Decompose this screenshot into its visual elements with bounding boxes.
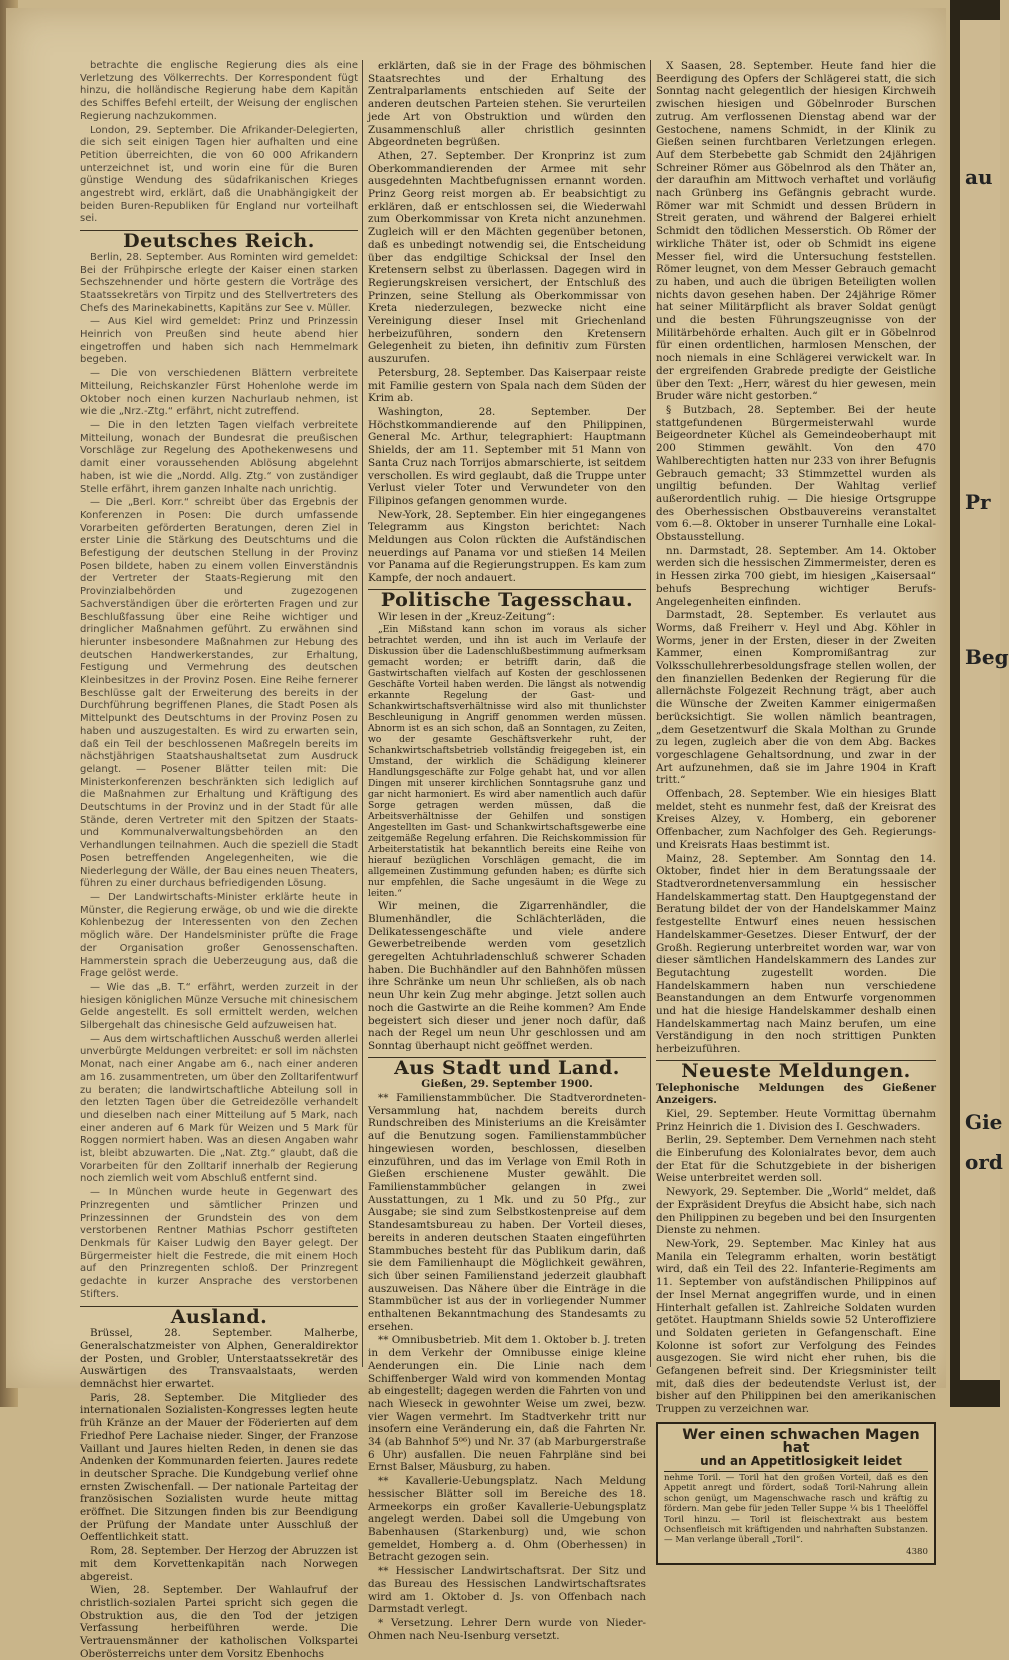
article-paragraph: Mainz, 28. September. Am Sonntag den 14. Oktober, findet hier in dem Beratungssaale der Stadtverordnetenversammlung ein hessischer Handelskammertag statt. Den Hauptgegenstand der Beratung bildet der von der Handelskammer Mainz festgestellte Entwurf eines neuen hessischen Handelskammer-Gesetzes. Dieser Entwurf, der der Großh. Regierung unterbreitet worden war, war von dieser sämtlichen Handelskammern des Landes zur Begutachtung zugestellt worden. Die Handelskammern haben nun verschiedene Beanstandungen an dem Entwurfe vorgenommen und hat die hiesige Handelskammer deshalb einen Handelskammertag nach Mainz berufen, um eine Verständigung in den noch strittigen Punkten herbeizuführen.	[656, 852, 936, 1056]
section-heading-reich: Deutsches Reich.	[80, 230, 358, 248]
article-paragraph: nn. Darmstadt, 28. September. Am 14. Oktober werden sich die hessischen Zimmermeister, deren es in Hessen zirka 700 giebt, im hiesigen „Kaisersaal“ behufs Besprechung wichtiger Berufs-Angelegenheiten einfinden.	[656, 544, 936, 608]
article-paragraph: New-York, 29. September. Mac Kinley hat aus Manila ein Telegramm erhalten, worin bestätigt wird, daß ein Teil des 22. Infanterie-Regiments am 11. September von aufständischen Philippinos auf der Insel Mernat angegriffen wurde, und in einen Hinterhalt gefallen ist. Zahlreiche Soldaten wurden getötet. Hauptmann Shields sowie 52 Unteroffiziere und Soldaten gerieten in Gefangenschaft. Eine Kolonne ist sofort zur Verfolgung des Feindes ausgezogen. Sie wird nicht eher ruhen, bis die Gefangenen befreit sind. Der Kriegsminister teilt mit, daß dies der bedeutendste Verlust ist, der bisher auf den Philippinen bei den amerikanischen Truppen zu verzeichnen war.	[656, 1237, 936, 1416]
edge-fragment: ord	[965, 1150, 1003, 1174]
article-paragraph: New-York, 28. September. Ein hier eingegangenes Telegramm aus Kingston berichtet: Nach Meldungen aus Colon rückten die Aufständischen neuerdings auf Panama vor und stießen 14 Meilen vor Panama auf die Regierungstruppen. Es kam zum Kampfe, der noch andauert.	[368, 508, 646, 585]
quote-paragraph: „Ein Mißstand kann schon im voraus als sicher betrachtet werden, und ihn ist auch im Verlaufe der Diskussion über die Ladenschlußbestimmung aufmerksam gemacht worden; er betrifft darin, daß die Gastwirtschaften vielfach auf Kosten der geschlossenen Geschäfte Vorteil haben werden. Die längst als notwendig erkannte Regelung der Gast- und Schankwirtschaftsverhältnisse wird also mit thunlichster Beschleunigung in Angriff genommen werden müssen. Abnorm ist es an sich schon, daß an Sonntagen, zu Zeiten, wo der gesamte Geschäftsverkehr ruht, der Schankwirtschaftsbetrieb vollständig freigegeben ist, ein Umstand, der wirklich die Schädigung kleinerer Handlungsgeschäfte zur Folge gehabt hat, und vor allen Dingen mit unserer kirchlichen Sonntagsruhe ganz und gar nicht harmoniert. Es wird aber namentlich auch dafür Sorge getragen werden müssen, daß die Arbeitsverhältnisse der Gehilfen und sonstigen Angestellten im Gast- und Schankwirtschaftsgewerbe eine zeitgemäße Regelung erfahren. Die Reichskommission für Arbeiterstatistik hat bekanntlich bereits eine Reihe von hierauf bezüglichen Vorschlägen gemacht, die im allgemeinen Zustimmung gefunden haben; es dürfte sich nur empfehlen, die Sache ungesäumt in die Wege zu leiten.“	[368, 624, 646, 900]
column-1	[80, 60, 358, 1660]
article-paragraph: — Die in den letzten Tagen vielfach verbreitete Mitteilung, wonach der Bundesrat die preußischen Vorschläge zur Regelung des Apothekenwesens und damit einer voraussehenden Ablösung abgelehnt haben, ist wie die „Nordd. Allg. Ztg.“ von zuständiger Stelle erfährt, ihrem ganzen Inhalte nach unrichtig.	[80, 419, 358, 495]
article-paragraph: Washington, 28. September. Der Höchstkommandierende auf den Philippinen, General Mc. Arthur, telegraphiert: Hauptmann Shields, der am 11. September mit 51 Mann von Santa Cruz nach Torrijos abmarschierte, ist seitdem verschollen. Es wird geglaubt, daß die Truppe unter Verlust vieler Toter und Verwundeter von den Filipinos gefangen genommen wurde.	[368, 405, 646, 507]
edge-fragment: Pr	[965, 490, 991, 514]
ad-body: nehme Toril. — Toril hat den großen Vorteil, daß es den Appetit anregt und fördert, sodaß Toril-Nahrung allein schon genügt, um Magenschwache rasch und kräftig zu fördern. Man gebe für jeden Teller Suppe ¼ bis 1 Theelöffel Toril hinzu. — Toril ist fleischextrakt aus bestem Ochsenfleisch mit kräftigenden und nahrhaften Substanzen. — Man verlange überall „Toril“.	[664, 1472, 928, 1546]
article-paragraph: — Der Landwirtschafts-Minister erklärte heute in Münster, die Regierung erwäge, ob und wie die direkte Kohlenbezug der Interessenten von den Zechen möglich wäre. Der Handelsminister prüfte die Frage der Organisation großer Genossenschaften. Hammerstein sprach die Ueberzeugung aus, daß die Frage gelöst werde.	[80, 892, 358, 980]
section-heading-politik: Politische Tagesschau.	[368, 589, 646, 607]
article-paragraph: betrachte die englische Regierung dies als eine Verletzung des Völkerrechts. Der Korrespondent fügt hinzu, die holländische Regierung habe dem Kapitän des Schiffes Befehl erteilt, der Weisung der englischen Regierung nachzukommen.	[80, 60, 358, 122]
article-paragraph: Darmstadt, 28. September. Es verlautet aus Worms, daß Freiherr v. Heyl und Abg. Köhler in Worms, jener in der Ersten, dieser in der Zweiten Kammer, einen Kompromißantrag zur Volksschullehrerbesoldungsfrage stellen wollen, der den finanziellen Bedenken der Regierung für die allernächste Folgezeit Rechnung trägt, aber auch die Wünsche der Zweiten Kammer einigermaßen berücksichtigt. Sie wollen nämlich beantragen, „dem Gesetzentwurf die Skala Molthan zu Grunde zu legen, zugleich aber die von dem Abg. Backes vorgeschlagene Gehaltsordnung, und zwar in der Art aufzunehmen, daß sie im Jahre 1904 in Kraft tritt.“	[656, 609, 936, 787]
article-paragraph: * Versetzung. Lehrer Dern wurde von Nieder-Ohmen nach Neu-Isenburg versetzt.	[368, 1616, 646, 1642]
article-paragraph: — Aus dem wirtschaftlichen Ausschuß werden allerlei unverbürgte Meldungen verbreitet: er soll im nächsten Monat, nach einer Angabe am 6., nach einer anderen am 16. zusammentreten, um über den Zolltarifentwurf zu beraten; die landwirtschaftliche Abteilung soll in den letzten Tagen über die Getreidezölle verhandelt und dieselben nach einer Mitteilung auf 5 Mark, nach einer anderen auf 6 Mark für Weizen und 5 Mark für Roggen normiert haben. Was an diesen Angaben wahr ist, bleibt abzuwarten. Die „Nat. Ztg.“ glaubt, daß die Vorarbeiten für den Zolltarif innerhalb der Regierung noch ziemlich weit vom Abschluß entfernt sind.	[80, 1033, 358, 1185]
article-paragraph: Berlin, 29. September. Dem Vernehmen nach steht die Einberufung des Kolonialrates bevor, dem auch der Etat für die Schutzgebiete in der bisherigen Weise unterbreitet werden soll.	[656, 1134, 936, 1185]
article-paragraph: ** Hessischer Landwirtschaftsrat. Der Sitz und das Bureau des Hessischen Landwirtschaftsrates wird am 1. Oktober d. Js. von Offenbach nach Darmstadt verlegt.	[368, 1565, 646, 1616]
edge-fragment: Beg	[965, 645, 1009, 669]
article-paragraph: Wir lesen in der „Kreuz-Zeitung“:	[378, 610, 556, 623]
edge-fragment: au	[965, 165, 993, 189]
article-paragraph: ** Kavallerie-Uebungsplatz. Nach Meldung hessischer Blätter soll im Bereiche des 18. Armeekorps ein großer Kavallerie-Uebungsplatz angelegt werden. Dabei soll die Umgebung von Babenhausen (Starkenburg) und, wie schon gemeldet, Homberg a. d. Ohm (Oberhessen) in Betracht gezogen sein.	[368, 1475, 646, 1564]
ad-number: 4380	[906, 1546, 928, 1557]
article-paragraph: ** Familienstammbücher. Die Stadtverordneten-Versammlung hat, nachdem bereits durch Rundschreiben des Ministeriums an die Kreisämter auf die Benutzung sogen. Familienstammbücher hingewiesen worden, beschlossen, dieselben einzuführen, und das im Verlage von Emil Roth in Gießen erschienene Muster gewählt. Die Familienstammbücher gelangen in zwei Ausstattungen, zu 1 Mk. und zu 50 Pfg., zur Ausgabe; sie sind zum Selbstkostenpreise auf dem Standesamtsbureau zu haben. Der Vorteil dieses, bereits in anderen deutschen Staaten eingeführten Stammbuches besteht für das Publikum darin, daß sie dem Familienhaupt die Möglichkeit gewähren, sich über seinen Familienstand jederzeit glaubhaft auszuweisen. Das Nähere über die Einträge in die Stammbücher ist aus der in vorliegender Nummer enthaltenen Bekanntmachung des Standesamts zu ersehen.	[368, 1092, 646, 1333]
article-paragraph: — Die von verschiedenen Blättern verbreitete Mitteilung, Reichskanzler Fürst Hohenlohe werde im Oktober noch einen kurzen Nachurlaub nehmen, ist wie die „Nrz.-Ztg.“ erfährt, nicht zutreffend.	[80, 368, 358, 418]
article-paragraph: Paris, 28. September. Die Mitglieder des internationalen Sozialisten-Kongresses legten heute früh Kränze an der Mauer der Föderierten auf dem Friedhof Pere Lachaise nieder. Singer, der Franzose Vaillant und Jaures hielten Reden, in denen sie das Andenken der Kommunarden feierten. Jaures redete in deutscher Sprache. Die Kundgebung verlief ohne ernsten Zwischenfall. — Der nationale Parteitag der französischen Sozialisten wurde heute mittag eröffnet. Die Sitzungen finden bis zur Beendigung der Prüfung der Mandate unter Ausschluß der Oeffentlichkeit statt.	[80, 1391, 358, 1544]
article-paragraph: Kiel, 29. September. Heute Vormittag übernahm Prinz Heinrich die 1. Division des I. Geschwaders.	[656, 1107, 936, 1133]
section-heading-ausland: Ausland.	[80, 1306, 358, 1324]
article-paragraph: ** Omnibusbetrieb. Mit dem 1. Oktober b. J. treten in dem Verkehr der Omnibusse einige kleine Aenderungen ein. Die Linie nach dem Schiffenberger Wald wird von kommenden Montag ab eingestellt; dagegen werden die Fahrten von und nach Wieseck in gewohnter Weise um zwei, bezw. vier Wagen vermehrt. Im Stadtverkehr tritt nur insofern eine Veränderung ein, daß die Fahrten Nr. 34 (ab Bahnhof 5⁰⁶) und Nr. 37 (ab Marburgerstraße 6 Uhr) ausfallen. Die neuen Fahrpläne sind bei Ernst Balser, Mäusburg, zu haben.	[368, 1334, 646, 1474]
column-2	[368, 60, 646, 1642]
ad-subtitle: und an Appetitlosigkeit leidet	[664, 1455, 928, 1472]
article-paragraph: — Wie das „B. T.“ erfährt, werden zurzeit in der hiesigen königlichen Münze Versuche mit chinesischem Gelde angestellt. Es soll ermittelt werden, welchen Silbergehalt das chinesische Geld aufzuweisen hat.	[80, 981, 358, 1032]
column-rule	[362, 60, 363, 1367]
article-paragraph: Athen, 27. September. Der Kronprinz ist zum Oberkommandierenden der Armee mit sehr ausgedehnten Machtbefugnissen ernannt worden. Prinz Georg reist morgen ab. Er beabsichtigt zu erklären, daß er entschlossen sei, die Wiederwahl zum Oberkommissar von Kreta nicht anzunehmen. Zugleich will er den Mächten gegenüber betonen, daß es unbedingt notwendig sei, die Entscheidung über das endgiltige Schicksal der Insel den Kretensern selbst zu überlassen. Dagegen wird in Regierungskreisen versichert, der Entschluß des Prinzen, seine Stellung als Oberkommissar von Kreta niederzulegen, bezwecke nicht eine Vereinigung dieser Insel mit Griechenland herbeizuführen, sondern den Kretensern Gelegenheit zu bieten, ihn definitiv zum Fürsten auszurufen.	[368, 149, 646, 366]
section-heading-neueste: Neueste Meldungen.	[656, 1060, 936, 1078]
article-paragraph: Newyork, 29. September. Die „World“ meldet, daß der Expräsident Dreyfus die Absicht habe, sich nach den Philippinen zu begeben und bei den Insurgenten Dienste zu nehmen.	[656, 1186, 936, 1237]
article-paragraph: — In München wurde heute in Gegenwart des Prinzregenten und sämtlicher Prinzen und Prinzessinnen der Grundstein des von dem verstorbenen Rentner Mathias Pschorr gestifteten Denkmals für Kaiser Ludwig den Bayer gelegt. Der Bürgermeister hielt die Festrede, die mit einem Hoch auf den Prinzregenten schloß. Der Prinzregent gedachte in kurzer Ansprache des verstorbenen Stifters.	[80, 1187, 358, 1300]
article-paragraph: X Saasen, 28. September. Heute fand hier die Beerdigung des Opfers der Schlägerei statt, die sich Sonntag nacht gelegentlich der hiesigen Kirchweih zwischen hiesigen und Göbelnroder Burschen zutrug. Am verflossenen Dienstag abend war der Gestochene, namens Schmidt, in der Klinik zu Gießen seinen furchtbaren Verletzungen erlegen. Auf dem Sterbebette gab Schmidt den 24jährigen Schreiner Römer aus Göbelnrod als den Thäter an, der daraufhin am Mittwoch verhaftet und vorläufig nach Grünberg ins Gefängnis gebracht wurde. Römer war mit Schmidt und dessen Brüdern in Streit geraten, und während der Balgerei erhielt Schmidt den tödlichen Messerstich. Ob Römer der wirkliche Thäter ist, oder ob Schmidt ins eigene Messer fiel, wird die Untersuchung feststellen. Römer leugnet, von dem Messer Gebrauch gemacht zu haben, und auch die übrigen Beteiligten wollen nichts davon gesehen haben. Der 24jährige Römer hat seiner Militärpflicht als braver Soldat genügt und die besten Führungszeugnisse von der Militärbehörde erhalten. Auch gilt er in Göbelnrod für einen ordentlichen, harmlosen Menschen, der noch niemals in eine Schlägerei verwickelt war. In der ergreifenden Grabrede predigte der Geistliche über den Text: „Herr, wärest du hier gewesen, mein Bruder wäre nicht gestorben.“	[656, 60, 936, 403]
dateline: Gießen, 29. September 1900.	[421, 1078, 593, 1091]
ad-title: Wer einen schwachen Magen hat	[682, 1426, 920, 1456]
article-paragraph: Rom, 28. September. Der Herzog der Abruzzen ist mit dem Korvettenkapitän nach Norwegen abgereist.	[80, 1545, 358, 1583]
article-paragraph: — Aus Kiel wird gemeldet: Prinz und Prinzessin Heinrich von Preußen sind heute abend hier eingetroffen und haben sich nach Hemmelmark begeben.	[80, 316, 358, 366]
column-3	[656, 60, 936, 1557]
telephone-reports-title: Telephonische Meldungen des Gießener Anzeigers.	[656, 1081, 936, 1107]
article-paragraph: London, 29. September. Die Afrikander-Delegierten, die sich seit einigen Tagen hier aufhalten und eine Petition überreichten, die von 60 000 Afrikandern unterzeichnet ist, und worin eine für die Buren günstige Wendung des südafrikanischen Krieges angestrebt wird, erklärt, daß die Unabhängigkeit der beiden Buren-Republiken für England nur vorteilhaft sei.	[80, 124, 358, 225]
section-heading-stadt: Aus Stadt und Land.	[368, 1057, 646, 1075]
article-paragraph: Wir meinen, die Zigarrenhändler, die Blumenhändler, die Schlächterläden, die Delikatessengeschäfte und viele andere Gewerbetreibende werden vom gesetzlich geregelten Achtuhrladenschluß schwerer Schaden haben. Die Buchhändler auf den Bahnhöfen müssen ihre Schränke um neun Uhr schließen, als ob nach neun Uhr kein Zug mehr abginge. Jetzt sollen auch noch die Gastwirte an die Reihe kommen? Am Ende begeistert sich dieser und jener noch dafür, daß nach der Regel um neun Uhr geschlossen und am Sonntag überhaupt nicht geöffnet werden.	[368, 900, 646, 1052]
article-paragraph: — Die „Berl. Korr.“ schreibt über das Ergebnis der Konferenzen in Posen: Die durch umfassende Vorarbeiten geförderten Beratungen, deren Ziel in erster Linie die Stärkung des Deutschtums und die Befestigung der deutschen Stellung in der Provinz Posen bildete, haben zu einem vollen Einverständnis der Vertreter der Staats-Regierung mit den Provinzialbehörden und zugezogenen Sachverständigen über die erörterten Fragen und zur Beschlußfassung über eine Reihe wichtiger und dringlicher Maßnahmen geführt. Zu erwähnen sind hierunter insbesondere Maßnahmen zur Hebung des deutschen Handwerkerstandes, zur Erhaltung, Festigung und Vermehrung des deutschen Kleinbesitzes in der Provinz Posen. Eine Reihe fernerer Beschlüsse galt der Erweiterung des bereits in der Durchführung begriffenen Planes, die Stadt Posen als Mittelpunkt des Deutschtums in der Provinz Posen zu haben und auszugestalten. Es wird zu erwarten sein, daß ein Teil der beschlossenen Maßregeln bereits im nächstjährigen Staatshaushaltsetat zum Ausdruck gelangt. — Posener Blätter teilen mit: Die Ministerkonferenzen beschränkten sich lediglich auf die Maßnahmen zur Erhaltung und Kräftigung des Deutschtums in der Provinz und in der Stadt für alle Stände, deren Vertreter mit den Spitzen der Staats- und Kommunalverwaltungsbehörden an den Verhandlungen teilnahmen. Auch die speziell die Stadt Posen betreffenden Angelegenheiten, wie die Niederlegung der Wälle, der Bau eines neuen Theaters, führen zu einer durchaus befriedigenden Lösung.	[80, 497, 358, 890]
article-paragraph: erklärten, daß sie in der Frage des böhmischen Staatsrechtes und der Erhaltung des Zentralparlaments entschieden auf Seite der anderen deutschen Parteien stehen. Sie verurteilen jede Art von Obstruktion und würden den Zusammenschluß aller christlich gesinnten Abgeordneten begrüßen.	[368, 60, 646, 149]
column-rule	[650, 60, 651, 1367]
article-paragraph: Brüssel, 28. September. Malherbe, Generalschatzmeister von Alphen, Generaldirektor der Posten, und Grobler, Unterstaatssekretär des Auswärtigen des Transvaalstaats, werden demnächst hier erwartet.	[80, 1327, 358, 1391]
article-paragraph: Offenbach, 28. September. Wie ein hiesiges Blatt meldet, steht es nunmehr fest, daß der Kreisrat des Kreises Alzey, v. Homberg, ein geborener Offenbacher, zum Nachfolger des Geh. Regierungs- und Kreisrats Haas bestimmt ist.	[656, 788, 936, 851]
article-paragraph: Berlin, 28. September. Aus Rominten wird gemeldet: Bei der Frühpirsche erlegte der Kaiser einen starken Sechszehnender und hörte gestern die Vorträge des Staatssekretärs von Tirpitz und des Stellvertreters des Chefs des Marinekabinetts, Kapitäns zur See v. Müller.	[80, 251, 358, 314]
article-paragraph: Wien, 28. September. Der Wahlaufruf der christlich-sozialen Partei spricht sich gegen die Obstruktion aus, die den Tod der jetzigen Verfassung herbeiführen werde. Die Vertrauensmänner der katholischen Volkspartei Oberösterreichs unter dem Vorsitz Ebenhochs	[80, 1584, 358, 1660]
adjacent-page	[960, 20, 1003, 1380]
article-paragraph: § Butzbach, 28. September. Bei der heute stattgefundenen Bürgermeisterwahl wurde Beigeordneter Küchel als Gemeindeoberhaupt mit 200 Stimmen gewählt. Von den 470 Wahlberechtigten hatten nur 233 von ihrer Befugnis Gebrauch gemacht; 33 Stimmzettel wurden als ungiltig befunden. Der Wahltag verlief außerordentlich ruhig. — Die hiesige Ortsgruppe des Oberhessischen Obstbauvereins veranstaltet vom 6.—8. Oktober in unserer Turnhalle eine Lokal-Obstausstellung.	[656, 403, 936, 544]
edge-fragment: Gie	[965, 1110, 1003, 1134]
advertisement-box	[656, 1422, 936, 1566]
article-paragraph: Petersburg, 28. September. Das Kaiserpaar reiste mit Familie gestern von Spala nach dem Süden der Krim ab.	[368, 366, 646, 405]
